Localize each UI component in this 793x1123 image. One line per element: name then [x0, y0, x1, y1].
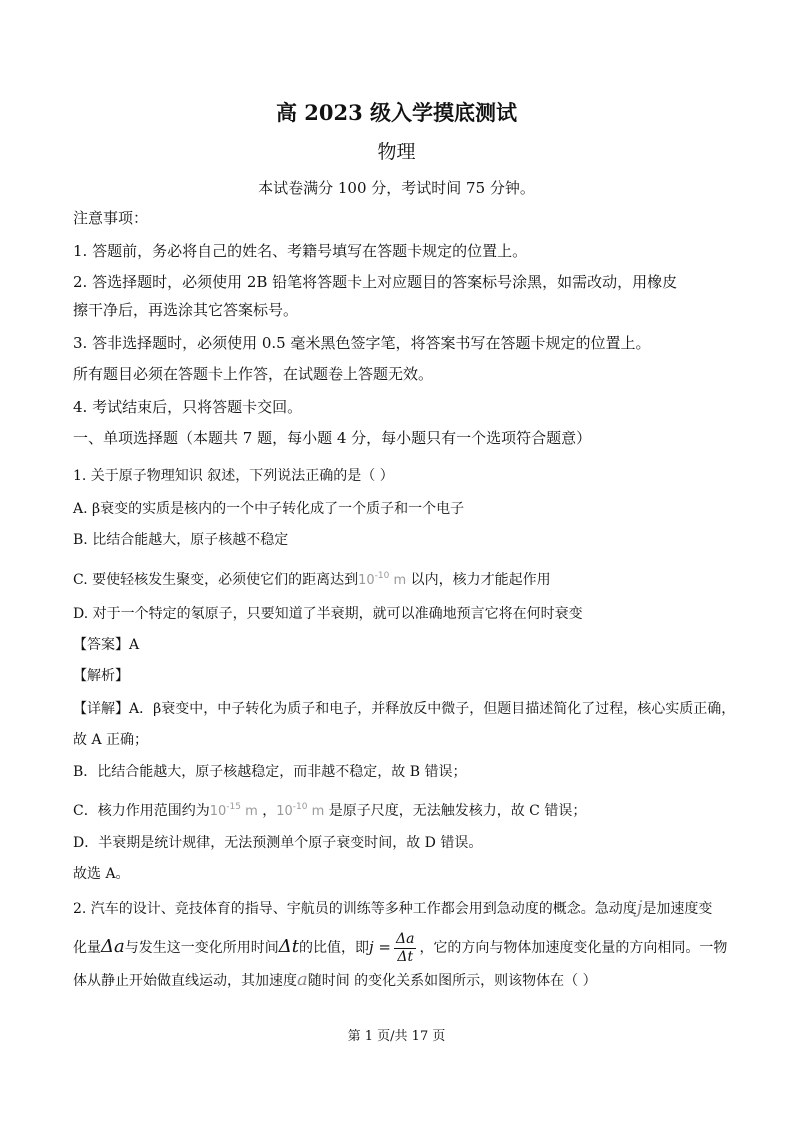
section-1-heading: 一、单项选择题（本题共 7 题，每小题 4 分，每小题只有一个选项符合题意）	[73, 429, 592, 447]
q1-detail-b: B．比结合能越大，原子核越稳定，而非越不稳定，故 B 错误；	[73, 764, 467, 780]
q2-formula-fraction: $\frac{\Delta a}{\Delta t}$	[395, 930, 415, 965]
q1-option-a: A. β衰变的实质是核内的一个中子转化成了一个质子和一个电子	[73, 501, 465, 517]
q1-analysis-label: 【解析】	[73, 668, 129, 684]
notes-heading: 注意事项：	[73, 209, 149, 227]
q1-option-c-text: C. 要使轻核发生聚变，必须使它们的距离达到	[73, 572, 359, 588]
q1-option-c	[73, 566, 551, 591]
q1-detail-c-power-1: $10^{-15}$ m	[209, 802, 258, 819]
q2-formula-lhs: j =	[368, 938, 391, 956]
q1-detail-a: 【详解】A．β衰变中，中子转化为质子和电子，并释放反中微子，但题目描述简化了过程，核心实质正确，	[73, 701, 736, 717]
q1-detail-c: C．核力作用范围约为$10^{-15}$ m ，$10^{-10}$ m 是原子尺度，无法触发核力，故 C 错误；	[73, 802, 587, 819]
q1-detail-a-2: 故 A 正确；	[73, 732, 149, 748]
q1-option-d: D. 对于一个特定的氡原子，只要知道了半衰期，就可以准确地预言它将在何时衰变	[73, 606, 583, 622]
q1-detail-c-power-2: $10^{-10}$ m	[276, 802, 325, 819]
subject-title: 物理	[377, 141, 416, 163]
note-3: 3. 答非选择题时，必须使用 0.5 毫米黑色签字笔，将答案书写在答题卡规定的位置上。	[73, 334, 651, 352]
q2-line-1: 2. 汽车的设计、竞技体育的指导、宇航员的训练等多种工作都会用到急动度的概念。急动度j是加速度变	[73, 897, 713, 918]
q1-stem: 1. 关于原子物理知识 叙述，下列说法正确的是（ ）	[73, 468, 394, 484]
page-footer: 第 1 页/共 17 页	[347, 1029, 446, 1044]
note-2-line-2: 擦干净后，再选涂其它答案标号。	[73, 301, 299, 319]
q1-answer: 【答案】A	[73, 637, 140, 653]
note-3-line-2: 所有题目必须在答题卡上作答，在试题卷上答题无效。	[73, 365, 434, 383]
exam-title: 高 2023 级入学摸底测试	[275, 100, 518, 125]
q1-detail-d: D．半衰期是统计规律，无法预测单个原子衰变时间，故 D 错误。	[73, 835, 483, 851]
q1-option-c-tail: 以内，核力才能起作用	[406, 572, 551, 588]
note-2-line-1: 2. 答选择题时，必须使用 2B 铅笔将答题卡上对应题目的答案标号涂黑，如需改动，用橡皮	[73, 273, 678, 291]
note-1: 1. 答题前，务必将自己的姓名、考籍号填写在答题卡规定的位置上。	[73, 242, 528, 260]
note-4: 4. 考试结束后，只将答题卡交回。	[73, 398, 303, 416]
q1-option-c-power: $10^{-10}$ m	[358, 571, 407, 588]
q2-line-3: 体从静止开始做直线运动，其加速度a随时间 的变化关系如图所示，则该物体在（ ）	[73, 969, 597, 990]
exam-info: 本试卷满分 100 分，考试时间 75 分钟。	[258, 179, 535, 197]
q2-line-2: 化量Δa与发生这一变化所用时间Δt的比值，即j = $\frac{\Delta a}{\Delta t}$ ，它的方向与物体加速度变化量的方向相同。一物	[73, 930, 728, 965]
q1-choose: 故选 A。	[73, 866, 130, 882]
q1-option-b: B. 比结合能越大，原子核越不稳定	[73, 532, 289, 548]
